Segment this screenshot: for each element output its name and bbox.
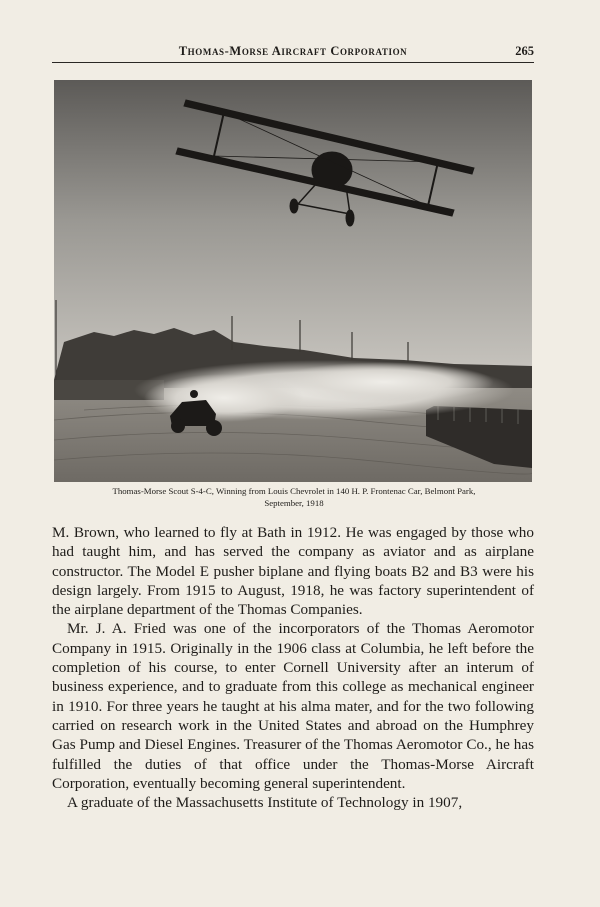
running-header-title: Thomas-Morse Aircraft Corporation	[178, 44, 408, 58]
biplane-race-photograph	[54, 80, 532, 482]
page-number: 265	[515, 44, 534, 58]
running-header	[52, 42, 534, 63]
figure-caption-line-1: Thomas-Morse Scout S-4-C, Winning from Louis Chevrolet in 140 H. P. Frontenac Car, Belmont Park,	[112, 486, 476, 496]
body-text	[52, 523, 534, 812]
figure-caption	[46, 485, 542, 509]
paragraph: A graduate of the Massachusetts Institute of Technology in 1907,	[67, 794, 463, 812]
figure-caption-line-2: September, 1918	[264, 498, 324, 508]
paragraph: M. Brown, who learned to fly at Bath in 1912. He was engaged by those who had taught him, and has served the company as aviator and as airplane constructor. The Model E pusher biplane and flying boats B2 and B3 were his design largely. From 1915 to August, 1918, he was factory superintendent of the airplane department of the Thomas Companies.	[52, 524, 534, 619]
paragraph: Mr. J. A. Fried was one of the incorporators of the Thomas Aeromotor Company in 1915. Originally in the 1906 class at Columbia, he left before the completion of his course, to enter Cornell University after an interum of business experience, and to graduate from this college as mechanical engineer in 1910. For three years he taught at his alma mater, and for the two following carried on research work in the United States and abroad on the Humphrey Gas Pump and Diesel Engines. Treasurer of the Thomas Aeromotor Co., he has fulfilled the duties of that office under the Thomas-Morse Aircraft Corporation, eventually becoming general superintendent.	[52, 620, 534, 792]
